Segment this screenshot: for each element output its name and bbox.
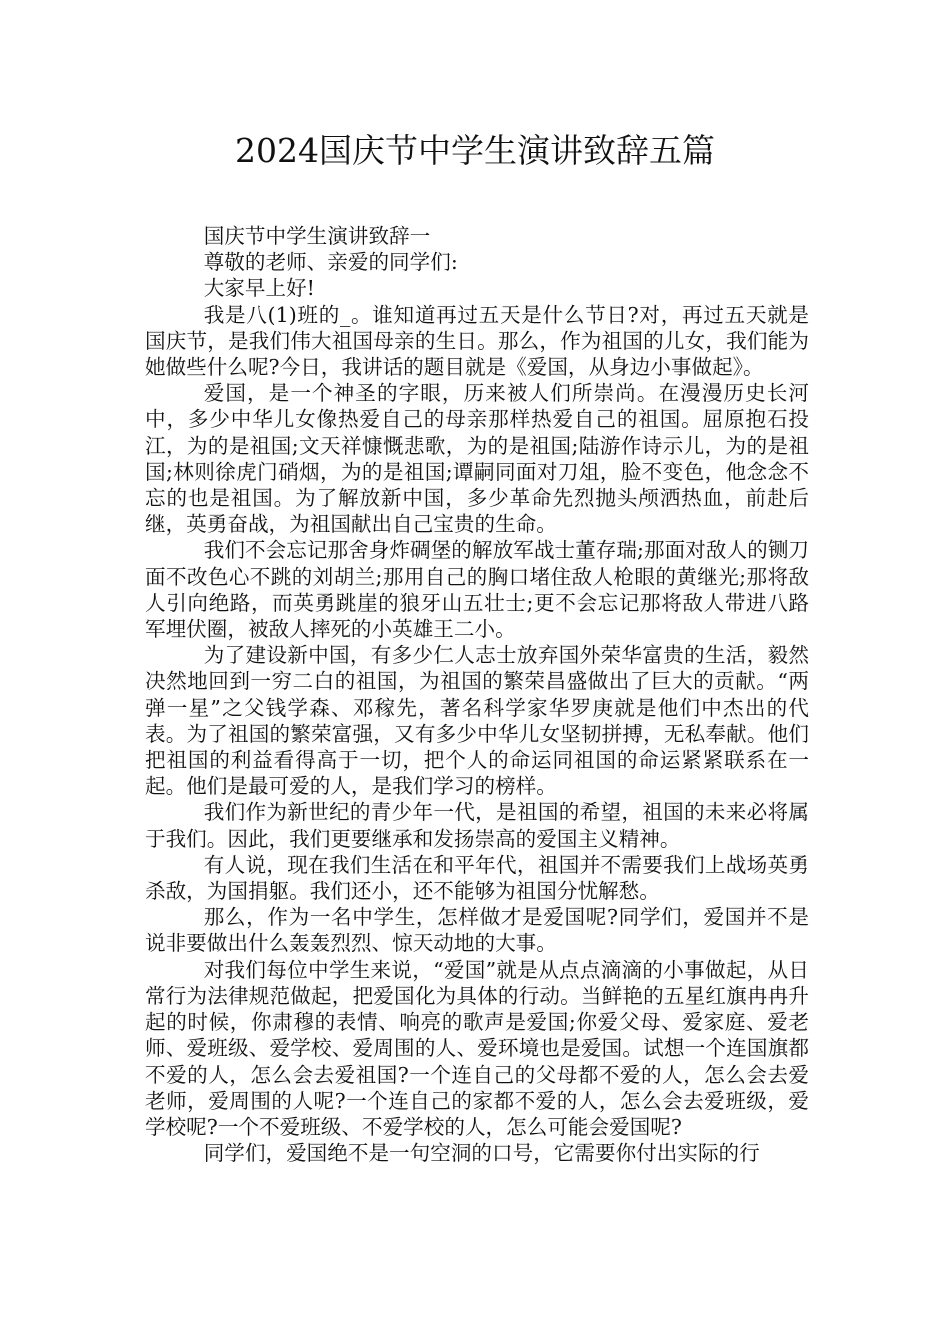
document-title: 2024国庆节中学生演讲致辞五篇	[235, 131, 715, 170]
paragraph: 那么，作为一名中学生，怎样做才是爱国呢?同学们，爱国并不是说非要做出什么轰轰烈烈、惊天动地的大事。	[145, 905, 809, 956]
paragraph: 对我们每位中学生来说，“爱国”就是从点点滴滴的小事做起，从日常行为法律规范做起，把爱国化为具体的行动。当鲜艳的五星红旗冉冉升起的时候，你肃穆的表情、响亮的歌声是爱国;你爱父母、爱家庭、爱老师、爱班级、爱学校、爱周围的人、爱环境也是爱国。试想一个连国旗都不爱的人，怎么会去爱祖国?一个连自己的父母都不爱的人，怎么会去爱老师，爱周围的人呢?一个连自己的家都不爱的人，怎么会去爱班级，爱学校呢?一个不爱班级、不爱学校的人，怎么可能会爱国呢?	[145, 957, 809, 1139]
paragraph: 同学们，爱国绝不是一句空洞的口号，它需要你付出实际的行	[203, 1141, 760, 1166]
paragraph-salutation: 尊敬的老师、亲爱的同学们:	[203, 250, 458, 275]
paragraph: 我是八(1)班的_。谁知道再过五天是什么节日?对，再过五天就是国庆节，是我们伟大祖国母亲的生日。那么，作为祖国的儿女，我们能为她做些什么呢?今日，我讲话的题目就是《爱国，从身边小事做起》。	[145, 302, 809, 380]
paragraph: 为了建设新中国，有多少仁人志士放弃国外荣华富贵的生活，毅然决然地回到一穷二白的祖国，为祖国的繁荣昌盛做出了巨大的贡献。“两弹一星”之父钱学森、邓稼先，著名科学家华罗庚就是他们中杰出的代表。为了祖国的繁荣富强，又有多少中华儿女坚韧拼搏，无私奉献。他们把祖国的利益看得高于一切，把个人的命运同祖国的命运紧紧联系在一起。他们是最可爱的人，是我们学习的榜样。	[145, 643, 809, 799]
document-body	[145, 223, 809, 1166]
paragraph: 我们作为新世纪的青少年一代，是祖国的希望，祖国的未来必将属于我们。因此，我们更要继承和发扬崇高的爱国主义精神。	[145, 800, 809, 851]
paragraph: 我们不会忘记那舍身炸碉堡的解放军战士董存瑞;那面对敌人的铡刀面不改色心不跳的刘胡兰;那用自己的胸口堵住敌人枪眼的黄继光;那将敌人引向绝路，而英勇跳崖的狼牙山五壮士;更不会忘记那将敌人带进八路军埋伏圈，被敌人摔死的小英雄王二小。	[145, 538, 809, 642]
paragraph-greeting: 大家早上好!	[203, 276, 315, 301]
paragraph: 有人说，现在我们生活在和平年代，祖国并不需要我们上战场英勇杀敌，为国捐躯。我们还小，还不能够为祖国分忧解愁。	[145, 852, 809, 904]
paragraph: 爱国，是一个神圣的字眼，历来被人们所崇尚。在漫漫历史长河中，多少中华儿女像热爱自己的母亲那样热爱自己的祖国。屈原抱石投江，为的是祖国;文天祥慷慨悲歌，为的是祖国;陆游作诗示儿，为的是祖国;林则徐虎门硝烟，为的是祖国;谭嗣同面对刀俎，脸不变色，他念念不忘的也是祖国。为了解放新中国，多少革命先烈抛头颅洒热血，前赴后继，英勇奋战，为祖国献出自己宝贵的生命。	[145, 381, 809, 537]
paragraph-section-heading: 国庆节中学生演讲致辞一	[203, 224, 431, 248]
